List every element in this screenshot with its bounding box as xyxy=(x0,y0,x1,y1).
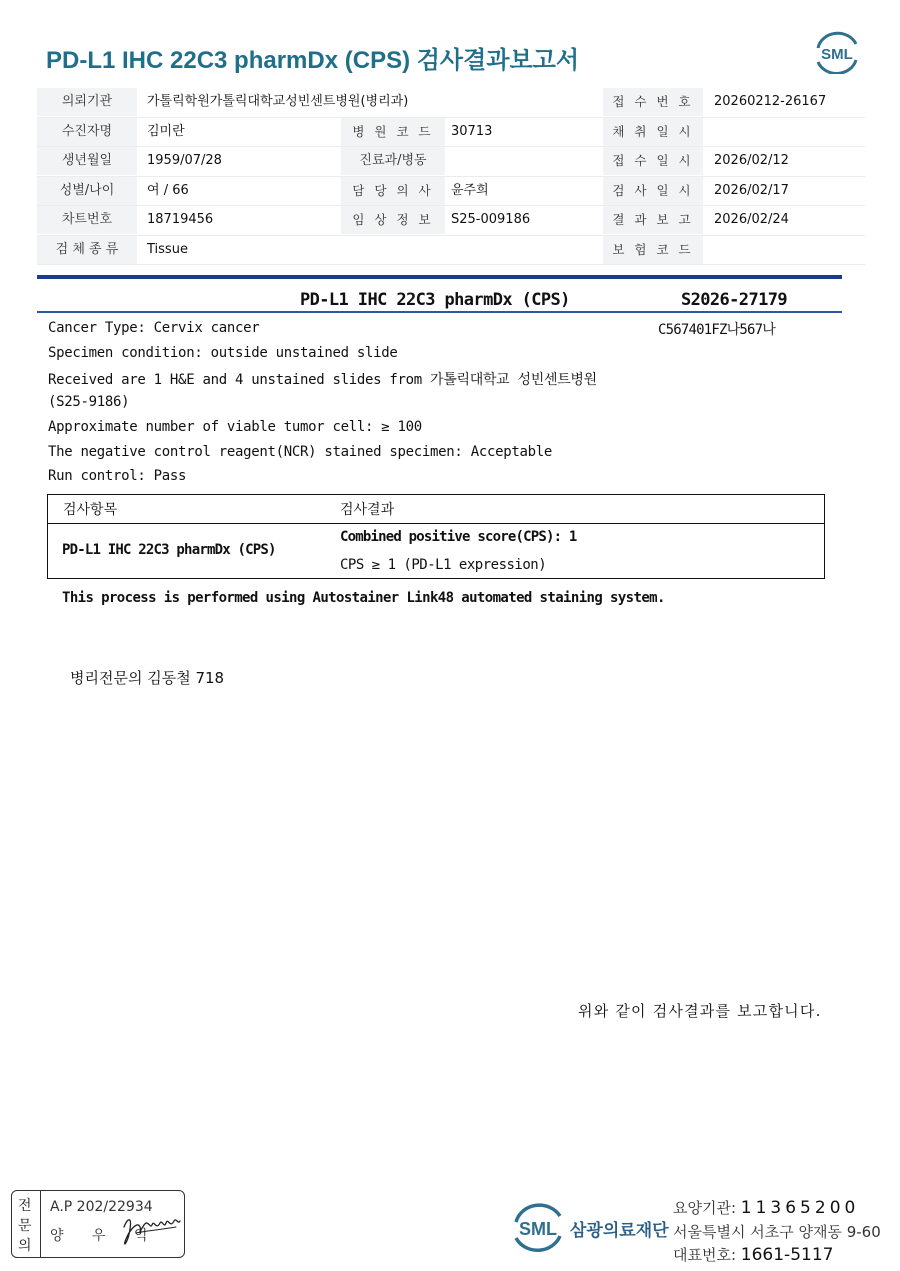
sml-logo-bottom-text: SML xyxy=(519,1219,557,1239)
label-test-date: 검 사 일 시 xyxy=(603,177,703,205)
cancer-type-line: Cancer Type: Cervix cancer xyxy=(48,320,260,336)
care-institution-label: 요양기관: xyxy=(673,1199,737,1217)
info-row xyxy=(37,88,865,118)
process-note: This process is performed using Autostainer Link48 automated staining system. xyxy=(62,590,665,606)
value-receipt-date: 2026/02/12 xyxy=(714,153,789,168)
value-sex-age: 여 / 66 xyxy=(147,182,189,198)
slide-code: C567401FZ나567나 xyxy=(658,322,775,338)
care-institution-line xyxy=(673,1197,859,1218)
result-table-header xyxy=(48,495,824,524)
stamp-side-label xyxy=(12,1191,41,1257)
label-birth-date: 생년월일 xyxy=(37,147,137,175)
value-patient-name: 김미란 xyxy=(147,123,185,139)
received-slides-line: Received are 1 H&E and 4 unstained slides from 가톨릭대학교 성빈센트병원 xyxy=(48,372,597,388)
specimen-condition-line: Specimen condition: outside unstained slide xyxy=(48,345,398,361)
foundation-name: 삼광의료재단 xyxy=(570,1221,669,1241)
stamp-char: 문 xyxy=(18,1218,32,1234)
report-title: PD-L1 IHC 22C3 pharmDx (CPS) 검사결과보고서 xyxy=(46,47,580,74)
label-sex-age: 성별/나이 xyxy=(37,177,137,205)
info-row xyxy=(37,206,865,236)
phone-number: 1661-5117 xyxy=(740,1245,834,1265)
test-name: PD-L1 IHC 22C3 pharmDx (CPS) xyxy=(300,290,570,310)
negative-control-line: The negative control reagent(NCR) stained specimen: Acceptable xyxy=(48,444,552,460)
value-birth-date: 1959/07/28 xyxy=(147,153,222,168)
col-test-result: 검사결과 xyxy=(340,502,395,518)
phone-line xyxy=(673,1244,833,1265)
section-rule-thin xyxy=(37,311,842,313)
result-cps-interpretation: CPS ≥ 1 (PD-L1 expression) xyxy=(340,557,547,573)
sml-logo-bottom xyxy=(510,1200,566,1254)
value-receipt-number: 20260212-26167 xyxy=(714,94,827,109)
address: 서울특별시 서초구 양재동 9-60 xyxy=(673,1223,881,1241)
value-specimen-type: Tissue xyxy=(147,241,188,257)
value-referring-institution: 가톨릭학원가톨릭대학교성빈센트병원(병리과) xyxy=(147,94,409,109)
stamp-char: 의 xyxy=(18,1238,32,1254)
label-department: 진료과/병동 xyxy=(341,147,445,175)
label-specimen-type: 검 체 종 류 xyxy=(37,236,137,264)
label-clinical-info: 임 상 정 보 xyxy=(341,206,445,234)
value-result-report: 2026/02/24 xyxy=(714,212,789,227)
label-hospital-code: 병 원 코 드 xyxy=(341,118,445,146)
pathologist: 병리전문의 김동철 718 xyxy=(70,669,225,687)
viable-tumor-cell-line: Approximate number of viable tumor cell: ≥ 100 xyxy=(48,419,422,435)
label-insurance-code: 보 험 코 드 xyxy=(603,236,703,264)
closing-statement: 위와 같이 검사결과를 보고합니다. xyxy=(578,1002,822,1020)
label-referring-institution: 의뢰기관 xyxy=(37,88,137,116)
label-physician: 담 당 의 사 xyxy=(341,177,445,205)
value-test-date: 2026/02/17 xyxy=(714,182,789,198)
label-receipt-date: 접 수 일 시 xyxy=(603,147,703,175)
received-slides-ref-line: (S25-9186) xyxy=(48,394,130,410)
info-row xyxy=(37,118,865,148)
section-rule-thick xyxy=(37,275,842,279)
test-item: PD-L1 IHC 22C3 pharmDx (CPS) xyxy=(62,542,276,558)
label-patient-name: 수진자명 xyxy=(37,118,137,146)
label-collection-date: 채 취 일 시 xyxy=(603,118,703,146)
info-row xyxy=(37,147,865,177)
result-cps-score: Combined positive score(CPS): 1 xyxy=(340,529,577,545)
value-hospital-code: 30713 xyxy=(451,123,493,139)
pathologist-stamp xyxy=(11,1190,185,1258)
stamp-ap-number: A.P 202/22934 xyxy=(50,1199,153,1215)
sml-logo-top xyxy=(812,30,862,74)
label-receipt-number: 접 수 번 호 xyxy=(603,88,703,116)
patient-info-grid xyxy=(37,88,865,265)
run-control-line: Run control: Pass xyxy=(48,468,187,484)
result-table xyxy=(47,494,825,579)
stamp-name: 양 우 익 xyxy=(50,1228,160,1244)
sml-logo-text: SML xyxy=(821,46,853,63)
handwritten-signature xyxy=(118,1203,184,1253)
value-chart-number: 18719456 xyxy=(147,212,214,227)
col-test-item: 검사항목 xyxy=(63,502,118,518)
label-chart-number: 차트번호 xyxy=(37,206,137,234)
value-clinical-info: S25-009186 xyxy=(451,212,531,227)
stamp-char: 전 xyxy=(18,1198,32,1214)
value-physician: 윤주희 xyxy=(451,182,489,198)
info-row xyxy=(37,236,865,266)
care-institution-number: 11365200 xyxy=(740,1198,860,1218)
report-number: S2026-27179 xyxy=(681,290,787,310)
phone-label: 대표번호: xyxy=(673,1246,737,1264)
info-row xyxy=(37,177,865,207)
label-result-report: 결 과 보 고 xyxy=(603,206,703,234)
